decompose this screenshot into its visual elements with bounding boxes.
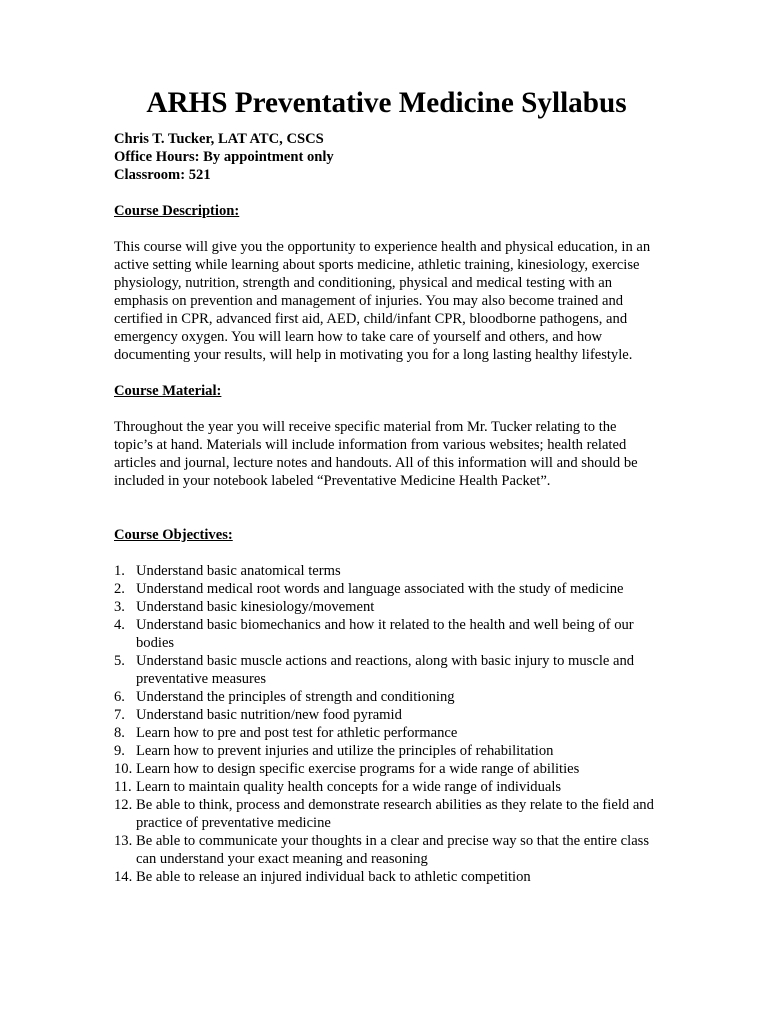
list-item: [114, 652, 659, 688]
course-material-text: Throughout the year you will receive specific material from Mr. Tucker relating to the topic’s at hand. Materials will include information from various websites; health related articles and journal, lecture notes and handouts. All of this information will and should be included in your notebook labeled “Preventative Medicine Health Packet”.: [114, 419, 638, 489]
list-item-text: Understand basic muscle actions and reactions, along with basic injury to muscle and preventative measures: [136, 653, 635, 687]
list-item-text: Understand the principles of strength and conditioning: [136, 689, 455, 705]
list-item: [114, 760, 659, 778]
list-item-text: Learn how to design specific exercise programs for a wide range of abilities: [136, 761, 580, 777]
list-item-number: 8.: [114, 725, 125, 741]
list-item-number: 4.: [114, 617, 125, 633]
document-page: [114, 87, 659, 886]
list-item-text: Understand basic nutrition/new food pyramid: [136, 707, 402, 723]
list-item-number: 6.: [114, 689, 125, 705]
list-item-number: 10.: [114, 761, 133, 777]
page-title: ARHS Preventative Medicine Syllabus: [146, 87, 627, 119]
list-item: [114, 742, 659, 760]
list-item: [114, 598, 659, 616]
list-item-text: Understand basic kinesiology/movement: [136, 599, 375, 615]
instructor-info: [114, 130, 659, 184]
list-item: [114, 562, 659, 580]
course-description-text: This course will give you the opportunity to experience health and physical education, in an active setting while learning about sports medicine, athletic training, kinesiology, exercise physiology, nutrition, strength and conditioning, physical and medical testing with an emphasis on prevention and management of injuries. You may also become trained and certified in CPR, advanced first aid, AED, child/infant CPR, bloodborne pathogens, and emergency oxygen. You will learn how to take care of yourself and others, and how documenting your results, will help in motivating you for a long lasting healthy lifestyle.: [114, 239, 651, 363]
classroom: Classroom: 521: [114, 167, 211, 183]
list-item-text: Learn to maintain quality health concepts for a wide range of individuals: [136, 779, 562, 795]
list-item-number: 1.: [114, 563, 125, 579]
list-item: [114, 796, 659, 832]
list-item-text: Be able to think, process and demonstrate research abilities as they relate to the field and practice of preventative medicine: [136, 797, 654, 831]
list-item-text: Be able to release an injured individual back to athletic competition: [136, 869, 531, 885]
list-item-number: 5.: [114, 653, 125, 669]
instructor-name: Chris T. Tucker, LAT ATC, CSCS: [114, 131, 324, 147]
list-item-text: Be able to communicate your thoughts in a clear and precise way so that the entire class can understand your exact meaning and reasoning: [136, 833, 650, 867]
list-item: [114, 778, 659, 796]
list-item: [114, 688, 659, 706]
list-item-text: Understand medical root words and language associated with the study of medicine: [136, 581, 624, 597]
course-objectives-heading: Course Objectives:: [114, 527, 233, 543]
course-material-heading: Course Material:: [114, 383, 222, 399]
list-item-number: 9.: [114, 743, 125, 759]
list-item-number: 13.: [114, 833, 133, 849]
list-item: [114, 724, 659, 742]
list-item-text: Learn how to pre and post test for athletic performance: [136, 725, 458, 741]
list-item-number: 12.: [114, 797, 133, 813]
list-item: [114, 868, 659, 886]
objectives-list: [114, 562, 659, 886]
list-item-text: Understand basic anatomical terms: [136, 563, 341, 579]
list-item-number: 7.: [114, 707, 125, 723]
list-item: [114, 616, 659, 652]
course-description-heading: Course Description:: [114, 203, 240, 219]
list-item-number: 2.: [114, 581, 125, 597]
list-item-number: 11.: [114, 779, 132, 795]
list-item: [114, 580, 659, 598]
list-item-number: 14.: [114, 869, 133, 885]
office-hours: Office Hours: By appointment only: [114, 149, 334, 165]
list-item-text: Understand basic biomechanics and how it related to the health and well being of our bodies: [136, 617, 634, 651]
list-item: [114, 706, 659, 724]
list-item-text: Learn how to prevent injuries and utilize the principles of rehabilitation: [136, 743, 554, 759]
list-item-number: 3.: [114, 599, 125, 615]
list-item: [114, 832, 659, 868]
